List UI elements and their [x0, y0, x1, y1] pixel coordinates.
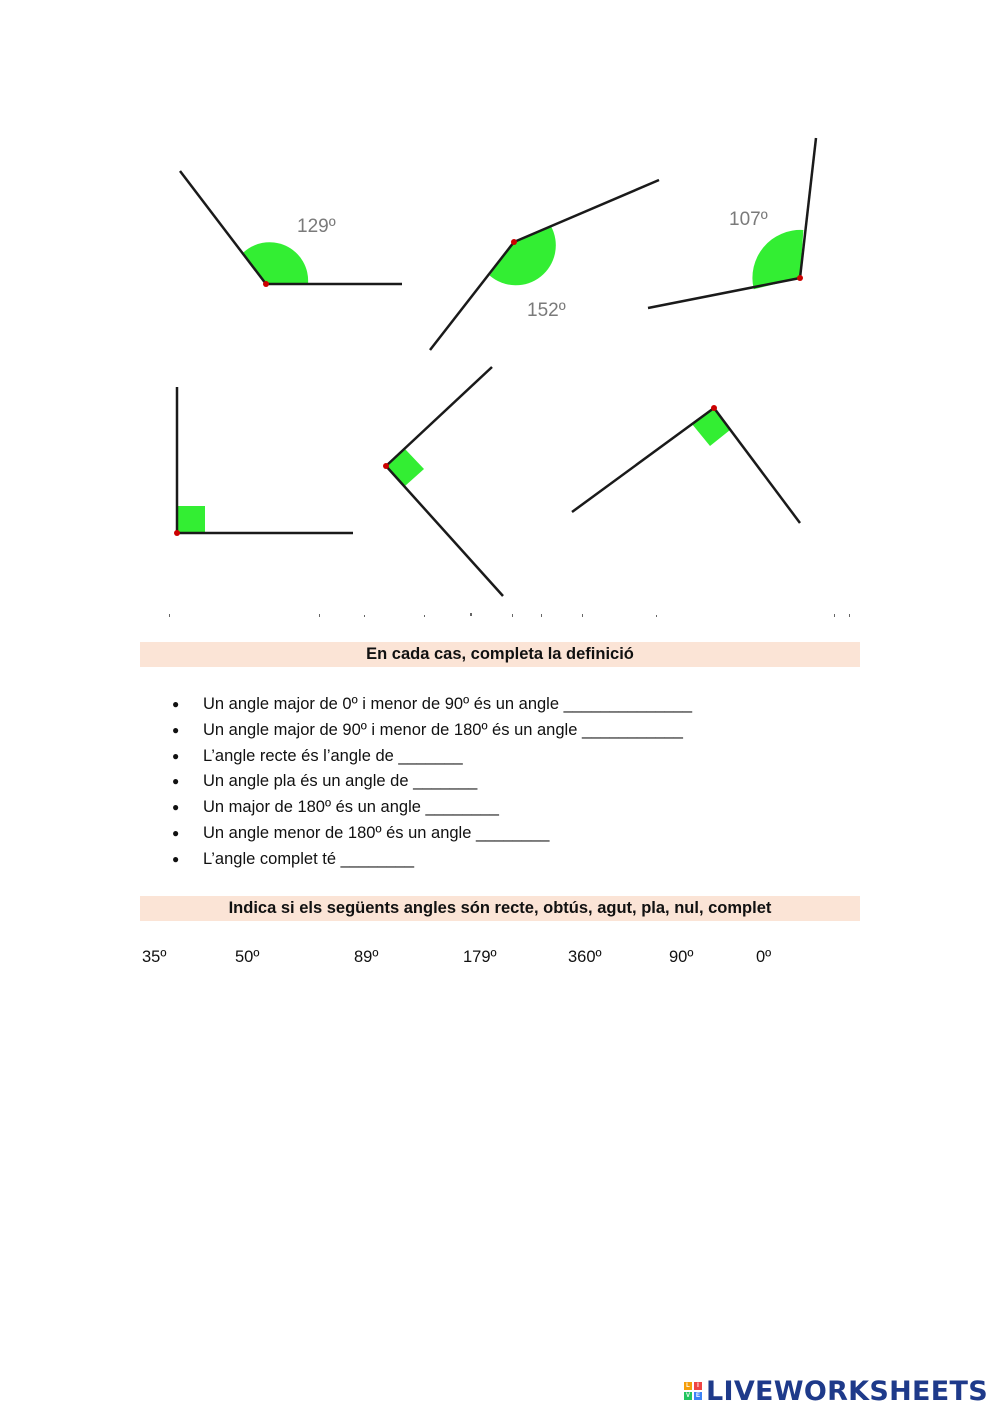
definition-text: L’angle complet té ________	[203, 849, 415, 868]
degree-value: 35º	[142, 948, 167, 966]
angle-129-label: 129º	[297, 216, 336, 237]
angle-107-sector	[752, 230, 803, 289]
definition-text: Un angle menor de 180º és un angle ________	[203, 823, 550, 842]
bullet-icon: ●	[172, 697, 180, 711]
definition-text: Un major de 180º és un angle ________	[203, 798, 499, 817]
degree-value: 360º	[568, 948, 602, 966]
logo-block: V	[685, 1393, 690, 1399]
angle-107-ray-a	[800, 138, 816, 278]
angle-152	[430, 180, 659, 350]
crop-edge-specks	[169, 613, 850, 617]
liveworksheets-logo	[684, 1372, 988, 1410]
right-angle-2-marker	[386, 449, 424, 486]
definition-text: Un angle major de 90º i menor de 180º és un angle ___________	[203, 720, 683, 739]
right-angle-3-marker	[692, 408, 730, 446]
right-angle-3	[572, 405, 800, 523]
bullet-icon: ●	[172, 722, 180, 737]
angle-129-sector	[242, 242, 308, 284]
section-2-heading: Indica si els següents angles són recte, obtús, agut, pla, nul, complet	[140, 896, 860, 921]
degree-value: 90º	[669, 948, 694, 966]
definition-item	[172, 821, 692, 847]
definition-item	[172, 744, 692, 770]
definition-item	[172, 692, 692, 718]
bullet-icon: ●	[172, 774, 180, 789]
angle-129-ray-a	[180, 171, 266, 284]
angle-107-ray-b	[648, 278, 800, 308]
bullet-icon: ●	[172, 748, 180, 763]
angle-107-vertex	[797, 275, 803, 281]
definitions-list	[172, 692, 692, 873]
angle-152-vertex	[511, 239, 517, 245]
angle-152-label: 152º	[527, 300, 566, 321]
logo-block: E	[695, 1393, 700, 1399]
logo-block: I	[694, 1382, 702, 1390]
logo-block: L	[684, 1382, 692, 1390]
right-angle-1-marker	[177, 506, 205, 533]
definition-text: Un angle pla és un angle de _______	[203, 772, 478, 791]
right-angle-2-vertex	[383, 463, 389, 469]
bullet-icon: ●	[172, 851, 180, 866]
angle-129-vertex	[263, 281, 269, 287]
right-angle-2-ray-b	[386, 466, 503, 596]
angle-107-label: 107º	[729, 209, 768, 230]
degree-value: 0º	[756, 948, 772, 966]
right-angle-3-ray-a	[572, 408, 714, 512]
section-1-heading: En cada cas, completa la definició	[140, 642, 860, 667]
bullet-icon: ●	[172, 800, 180, 815]
bullet-icon: ●	[172, 825, 180, 840]
angle-152-ray-b	[430, 242, 514, 350]
angle-152-sector	[490, 226, 556, 285]
right-angle-3-ray-b	[714, 408, 800, 523]
angles-figure	[0, 0, 1000, 630]
degree-value: 179º	[463, 948, 497, 966]
right-angle-2	[383, 367, 503, 596]
definition-item	[172, 718, 692, 744]
angle-129	[180, 171, 402, 287]
angle-152-ray-a	[514, 180, 659, 242]
degree-value: 89º	[354, 948, 379, 966]
logo-text: LIVEWORKSHEETS	[705, 1375, 988, 1407]
right-angle-1	[174, 387, 353, 536]
logo-blocks-icon	[684, 1382, 702, 1400]
definition-item	[172, 847, 692, 873]
right-angle-2-ray-a	[386, 367, 492, 466]
angle-107	[648, 138, 816, 308]
right-angle-1-vertex	[174, 530, 180, 536]
right-angle-3-vertex	[711, 405, 717, 411]
definition-item	[172, 769, 692, 795]
definition-text: L’angle recte és l’angle de _______	[203, 746, 463, 765]
degree-value: 50º	[235, 948, 260, 966]
definition-item	[172, 795, 692, 821]
definition-text: Un angle major de 0º i menor de 90º és un angle ______________	[203, 695, 693, 713]
